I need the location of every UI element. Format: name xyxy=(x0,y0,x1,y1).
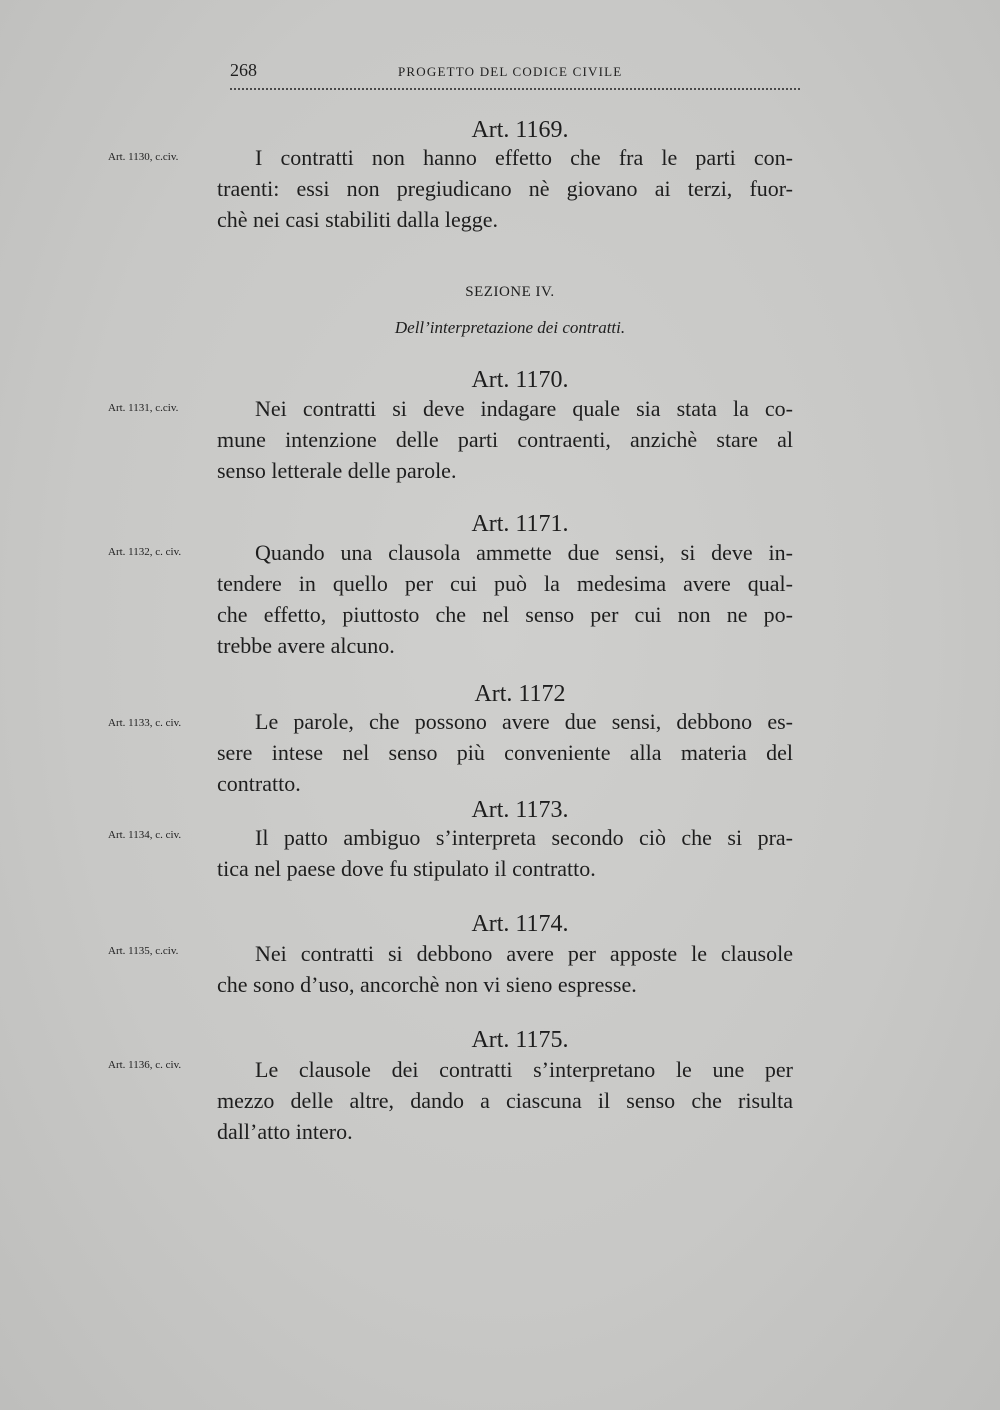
margin-reference: Art. 1136, c. civ. xyxy=(108,1059,182,1071)
text-line: senso letterale delle parole. xyxy=(217,458,457,483)
text-line: Le parole, che possono avere due sensi, debbono es- xyxy=(255,709,793,734)
page-header xyxy=(230,60,800,88)
margin-reference: Art. 1130, c.civ. xyxy=(108,151,179,163)
margin-reference: Art. 1135, c.civ. xyxy=(108,945,179,957)
article-heading: Art. 1172 xyxy=(474,681,566,707)
text-line: Nei contratti si debbono avere per apposte le clausole xyxy=(255,941,793,966)
article-text xyxy=(217,1054,793,1147)
running-title: PROGETTO DEL CODICE CIVILE xyxy=(398,64,623,79)
margin-reference: Art. 1132, c. civ. xyxy=(108,546,182,558)
text-line: contratto. xyxy=(217,771,301,796)
margin-reference: Art. 1131, c.civ. xyxy=(108,402,179,414)
article-text xyxy=(217,706,793,799)
text-line: tica nel paese dove fu stipulato il contratto. xyxy=(217,856,596,881)
article-heading: Art. 1173. xyxy=(471,797,569,823)
article-heading: Art. 1170. xyxy=(471,367,569,393)
article-text xyxy=(217,822,793,884)
section-label: SEZIONE IV. xyxy=(465,284,555,300)
article-text xyxy=(217,142,793,235)
text-line: traenti: essi non pregiudicano nè giovano ai terzi, fuor- xyxy=(217,176,793,201)
text-line: sere intese nel senso più conveniente alla materia del xyxy=(217,740,793,765)
text-line: mune intenzione delle parti contraenti, anzichè stare al xyxy=(217,427,793,452)
article-text xyxy=(217,537,793,661)
text-line: mezzo delle altre, dando a ciascuna il senso che risulta xyxy=(217,1088,793,1113)
article-text xyxy=(217,938,793,1000)
article-heading: Art. 1175. xyxy=(471,1027,569,1053)
article-heading: Art. 1174. xyxy=(471,911,569,937)
text-line: dall’atto intero. xyxy=(217,1119,353,1144)
article-heading: Art. 1171. xyxy=(471,511,569,537)
article-text xyxy=(217,393,793,486)
article-heading: Art. 1169. xyxy=(471,117,569,143)
margin-reference: Art. 1133, c. civ. xyxy=(108,717,182,729)
margin-reference: Art. 1134, c. civ. xyxy=(108,829,182,841)
page-number: 268 xyxy=(230,60,257,80)
text-line: che sono d’uso, ancorchè non vi sieno espresse. xyxy=(217,972,637,997)
text-line: Nei contratti si deve indagare quale sia stata la co- xyxy=(255,396,793,421)
text-line: che effetto, piuttosto che nel senso per cui non ne po- xyxy=(217,602,793,627)
text-line: Il patto ambiguo s’interpreta secondo ciò che si pra- xyxy=(255,825,793,850)
text-line: chè nei casi stabiliti dalla legge. xyxy=(217,207,499,232)
text-line: I contratti non hanno effetto che fra le parti con- xyxy=(255,145,793,170)
text-line: tendere in quello per cui può la medesima avere qual- xyxy=(217,571,793,596)
text-line: Quando una clausola ammette due sensi, si deve in- xyxy=(255,540,793,565)
header-rule xyxy=(230,88,800,90)
section-title: Dell’interpretazione dei contratti. xyxy=(394,318,626,337)
text-line: trebbe avere alcuno. xyxy=(217,633,395,658)
text-line: Le clausole dei contratti s’interpretano le une per xyxy=(255,1057,793,1082)
